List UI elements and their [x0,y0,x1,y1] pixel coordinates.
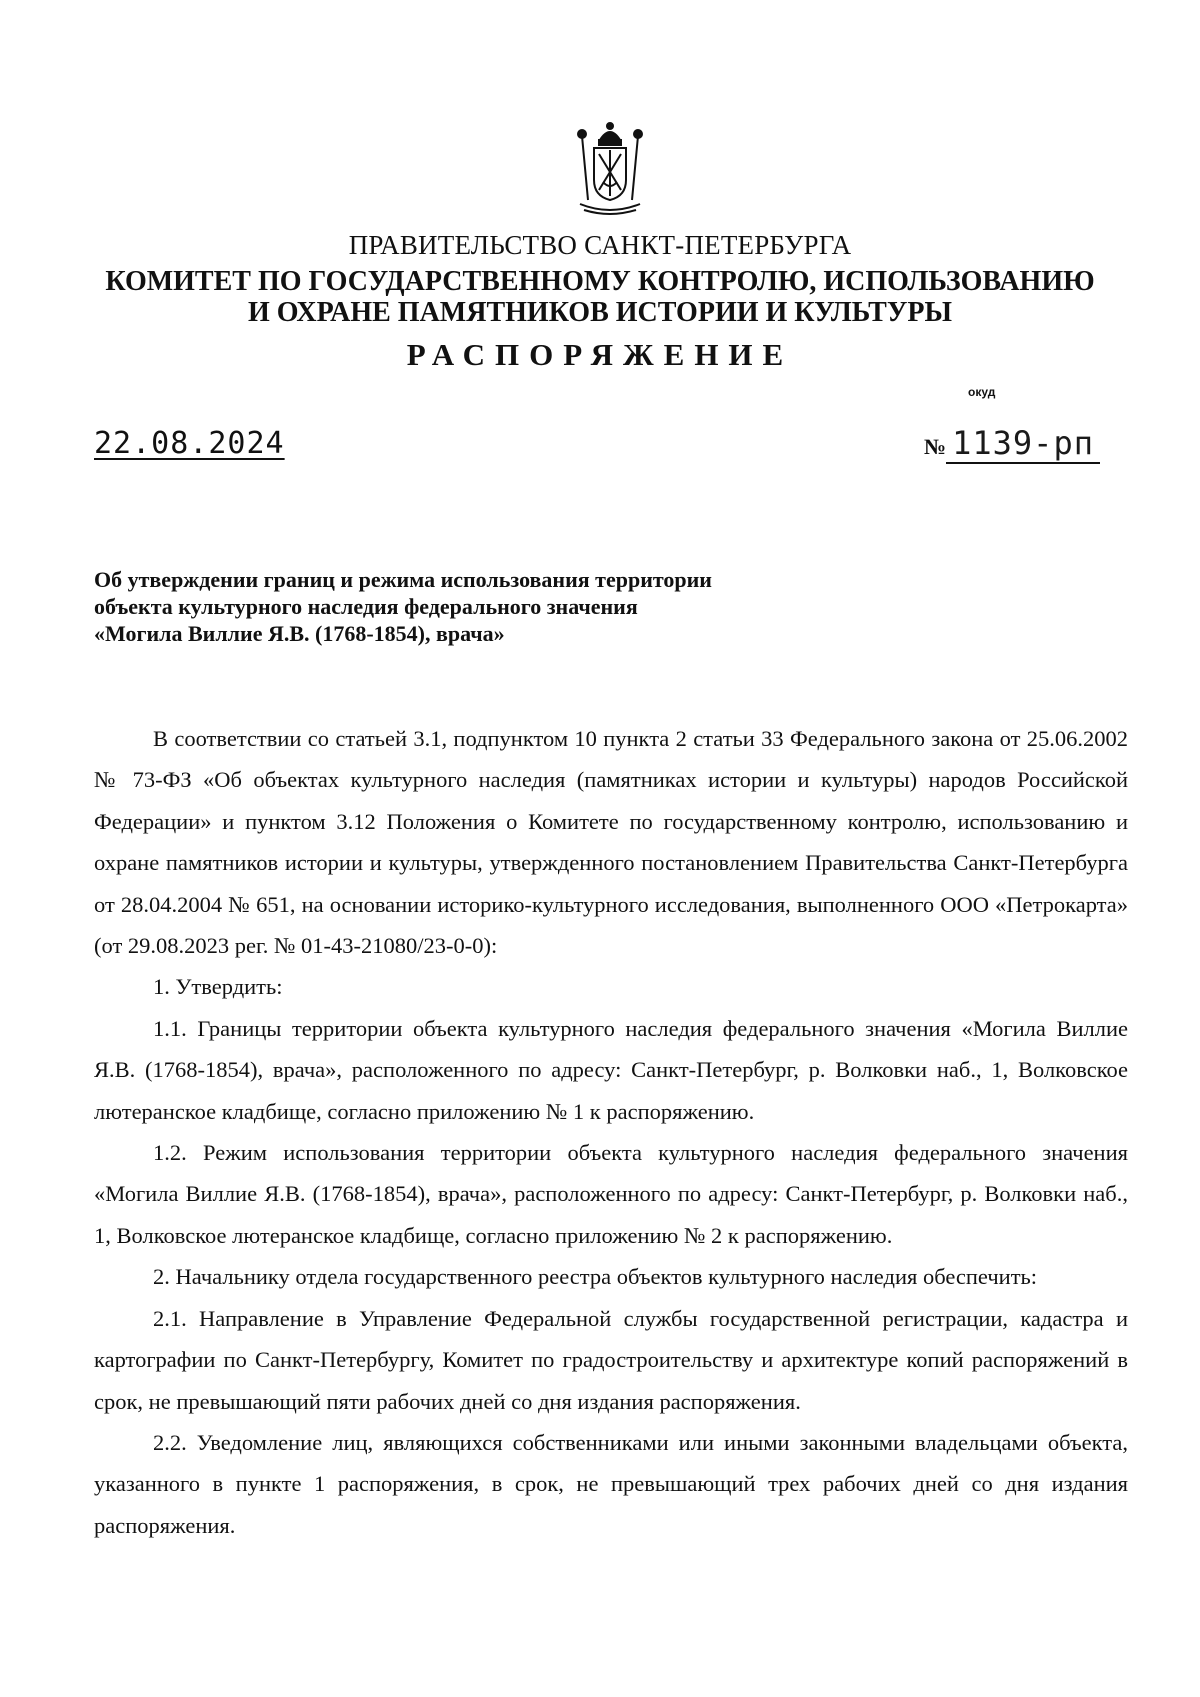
subject-line2: объекта культурного наследия федерального значения [94,594,638,619]
paragraph-1: 1. Утвердить: [153,974,283,1000]
paragraph-preamble: В соответствии со статьей 3.1, подпунктом 10 пункта 2 статьи 33 Федерального закона от 25.06.2002 № 73-ФЗ «Об объектах культурного наследия (памятниках истории и культуры) народов Российской Федерации» и пунктом 3.12 Положения о Комитете по государственному контролю, использованию и охране памятников истории и культуры, утвержденного постановлением Правительства Санкт-Петербурга от 28.04.2004 № 651, на основании историко-культурного исследования, выполненного ООО «Петрокарта» (от 29.08.2023 рег. № 01-43-21080/23-0-0): [94,726,1128,959]
document-body [94,718,1128,1546]
number-sign: № [924,434,947,459]
paragraph-1-1: 1.1. Границы территории объекта культурного наследия федерального значения «Могила Виллие Я.В. (1768-1854), врача», расположенного по адресу: Санкт-Петербург, р. Волковки наб., 1, Волковское лютеранское кладбище, согласно приложению № 1 к распоряжению. [94,1015,1128,1124]
paragraph-1-2: 1.2. Режим использования территории объекта культурного наследия федерального значения «Могила Виллие Я.В. (1768-1854), врача», расположенного по адресу: Санкт-Петербург, р. Волковки наб., 1, Волковское лютеранское кладбище, согласно приложению № 2 к распоряжению. [94,1140,1128,1248]
paragraph-2: 2. Начальнику отдела государственного реестра объектов культурного наследия обеспечить: [153,1264,1038,1290]
document-date: 22.08.2024 [94,426,285,461]
committee-name-line2: И ОХРАНЕ ПАМЯТНИКОВ ИСТОРИИ И КУЛЬТУРЫ [248,297,952,328]
okud-label: окуд [968,385,996,399]
document-type: РАСПОРЯЖЕНИЕ [406,337,794,372]
subject-line3: «Могила Виллие Я.В. (1768-1854), врача» [94,621,505,646]
spb-coat-of-arms-icon [572,118,648,218]
committee-name-line1: КОМИТЕТ ПО ГОСУДАРСТВЕННОМУ КОНТРОЛЮ, ИСПОЛЬЗОВАНИЮ [105,266,1095,297]
document-number [924,424,1100,464]
committee-name [0,266,1200,328]
document-subject [94,566,712,647]
paragraph-2-1: 2.1. Направление в Управление Федеральной службы государственной регистрации, кадастра и картографии по Санкт-Петербургу, Комитет по градостроительству и архитектуре копий распоряжений в срок, не превышающий пяти рабочих дней со дня издания распоряжения. [94,1305,1128,1414]
number-value: 1139-рп [946,424,1100,464]
paragraph-2-2: 2.2. Уведомление лиц, являющихся собственниками или иными законными владельцами объекта, указанного в пункте 1 распоряжения, в срок, не превышающий трех рабочих дней со дня издания распоряжения. [94,1429,1128,1538]
subject-line1: Об утверждении границ и режима использования территории [94,567,712,592]
government-name: ПРАВИТЕЛЬСТВО САНКТ-ПЕТЕРБУРГА [348,230,852,260]
